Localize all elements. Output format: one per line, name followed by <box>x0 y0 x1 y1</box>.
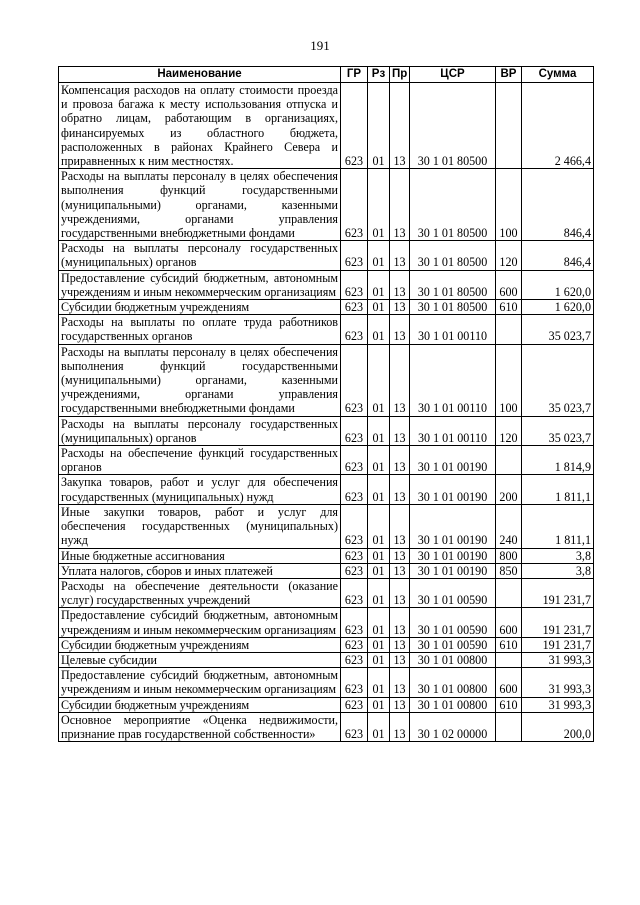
row-gr: 623 <box>341 169 368 241</box>
row-rz: 01 <box>368 668 390 697</box>
row-pr: 13 <box>390 169 410 241</box>
row-rz: 01 <box>368 637 390 652</box>
table-row <box>59 270 594 299</box>
table-row <box>59 712 594 741</box>
row-gr: 623 <box>341 241 368 270</box>
row-sum: 191 231,7 <box>522 608 594 637</box>
row-vr: 200 <box>496 475 522 504</box>
table-row <box>59 697 594 712</box>
row-name: Расходы на обеспечение функций государственных органов <box>59 446 341 475</box>
row-vr: 240 <box>496 504 522 548</box>
row-rz: 01 <box>368 344 390 416</box>
row-name: Предоставление субсидий бюджетным, автономным учреждениям и иным некоммерческим организациям <box>59 608 341 637</box>
table-row <box>59 300 594 315</box>
row-name: Предоставление субсидий бюджетным, автономным учреждениям и иным некоммерческим организациям <box>59 270 341 299</box>
table-row <box>59 344 594 416</box>
row-rz: 01 <box>368 169 390 241</box>
row-csr: 30 1 01 80500 <box>410 300 496 315</box>
row-pr: 13 <box>390 315 410 344</box>
row-csr: 30 1 01 00590 <box>410 637 496 652</box>
row-sum: 31 993,3 <box>522 668 594 697</box>
row-vr <box>496 712 522 741</box>
row-name: Основное мероприятие «Оценка недвижимости, признание прав государственной собственности» <box>59 712 341 741</box>
row-csr: 30 1 01 00800 <box>410 668 496 697</box>
row-vr: 800 <box>496 548 522 563</box>
row-name: Расходы на обеспечение деятельности (оказание услуг) государственных учреждений <box>59 578 341 607</box>
row-csr: 30 1 01 00800 <box>410 697 496 712</box>
column-header-rz: Рз <box>368 67 390 83</box>
row-sum: 1 814,9 <box>522 446 594 475</box>
row-vr: 120 <box>496 241 522 270</box>
row-csr: 30 1 01 80500 <box>410 270 496 299</box>
row-name: Расходы на выплаты персоналу в целях обеспечения выполнения функций государственными (муниципальными) органами, казенными учреждениями, органами управления государственными внебюджетными фондами <box>59 344 341 416</box>
row-sum: 1 620,0 <box>522 270 594 299</box>
row-gr: 623 <box>341 578 368 607</box>
row-sum: 1 811,1 <box>522 475 594 504</box>
column-header-name: Наименование <box>59 67 341 83</box>
row-sum: 1 620,0 <box>522 300 594 315</box>
table-row <box>59 416 594 445</box>
row-sum: 35 023,7 <box>522 315 594 344</box>
row-name: Закупка товаров, работ и услуг для обеспечения государственных (муниципальных) нужд <box>59 475 341 504</box>
row-name: Компенсация расходов на оплату стоимости проезда и провоза багажа к месту использования отпуска и обратно лицам, работающим в организациях, финансируемых из областного бюджета, расположенных в районах Крайнего Севера и приравненных к ним местностях. <box>59 83 341 169</box>
row-rz: 01 <box>368 548 390 563</box>
row-gr: 623 <box>341 697 368 712</box>
row-gr: 623 <box>341 668 368 697</box>
column-header-vr: ВР <box>496 67 522 83</box>
row-name: Субсидии бюджетным учреждениям <box>59 637 341 652</box>
row-name: Иные закупки товаров, работ и услуг для обеспечения государственных (муниципальных) нужд <box>59 504 341 548</box>
row-vr: 600 <box>496 270 522 299</box>
row-gr: 623 <box>341 446 368 475</box>
row-sum: 200,0 <box>522 712 594 741</box>
row-gr: 623 <box>341 712 368 741</box>
row-sum: 31 993,3 <box>522 697 594 712</box>
row-rz: 01 <box>368 578 390 607</box>
row-vr: 610 <box>496 697 522 712</box>
table-row <box>59 241 594 270</box>
row-pr: 13 <box>390 344 410 416</box>
budget-table <box>58 66 594 742</box>
row-pr: 13 <box>390 300 410 315</box>
row-rz: 01 <box>368 712 390 741</box>
row-rz: 01 <box>368 270 390 299</box>
row-csr: 30 1 02 00000 <box>410 712 496 741</box>
row-rz: 01 <box>368 300 390 315</box>
row-vr: 100 <box>496 344 522 416</box>
row-csr: 30 1 01 00190 <box>410 475 496 504</box>
row-name: Расходы на выплаты персоналу в целях обеспечения выполнения функций государственными (муниципальными) органами, казенными учреждениями, органами управления государственными внебюджетными фондами <box>59 169 341 241</box>
row-sum: 191 231,7 <box>522 637 594 652</box>
row-pr: 13 <box>390 504 410 548</box>
row-gr: 623 <box>341 548 368 563</box>
table-row <box>59 169 594 241</box>
row-csr: 30 1 01 00110 <box>410 416 496 445</box>
row-rz: 01 <box>368 563 390 578</box>
row-csr: 30 1 01 00590 <box>410 578 496 607</box>
row-name: Иные бюджетные ассигнования <box>59 548 341 563</box>
row-rz: 01 <box>368 652 390 667</box>
table-row <box>59 668 594 697</box>
row-pr: 13 <box>390 548 410 563</box>
row-vr: 600 <box>496 608 522 637</box>
row-sum: 35 023,7 <box>522 344 594 416</box>
table-row <box>59 652 594 667</box>
row-sum: 846,4 <box>522 241 594 270</box>
row-vr: 600 <box>496 668 522 697</box>
row-sum: 846,4 <box>522 169 594 241</box>
row-gr: 623 <box>341 475 368 504</box>
table-row <box>59 548 594 563</box>
row-vr: 120 <box>496 416 522 445</box>
row-pr: 13 <box>390 83 410 169</box>
row-name: Целевые субсидии <box>59 652 341 667</box>
table-body <box>59 83 594 742</box>
row-vr <box>496 83 522 169</box>
row-vr: 850 <box>496 563 522 578</box>
row-csr: 30 1 01 00190 <box>410 548 496 563</box>
row-pr: 13 <box>390 578 410 607</box>
row-rz: 01 <box>368 446 390 475</box>
row-pr: 13 <box>390 652 410 667</box>
row-vr: 610 <box>496 300 522 315</box>
row-pr: 13 <box>390 697 410 712</box>
row-vr: 610 <box>496 637 522 652</box>
row-name: Расходы на выплаты персоналу государственных (муниципальных) органов <box>59 241 341 270</box>
row-pr: 13 <box>390 563 410 578</box>
row-rz: 01 <box>368 608 390 637</box>
row-vr <box>496 578 522 607</box>
row-sum: 3,8 <box>522 548 594 563</box>
row-vr: 100 <box>496 169 522 241</box>
row-pr: 13 <box>390 637 410 652</box>
column-header-gr: ГР <box>341 67 368 83</box>
table-row <box>59 446 594 475</box>
table-row <box>59 315 594 344</box>
row-gr: 623 <box>341 504 368 548</box>
row-csr: 30 1 01 80500 <box>410 83 496 169</box>
row-name: Субсидии бюджетным учреждениям <box>59 300 341 315</box>
row-name: Уплата налогов, сборов и иных платежей <box>59 563 341 578</box>
row-gr: 623 <box>341 608 368 637</box>
row-pr: 13 <box>390 446 410 475</box>
row-pr: 13 <box>390 475 410 504</box>
table-row <box>59 504 594 548</box>
table-row <box>59 563 594 578</box>
row-rz: 01 <box>368 241 390 270</box>
row-gr: 623 <box>341 344 368 416</box>
column-header-pr: Пр <box>390 67 410 83</box>
row-csr: 30 1 01 00190 <box>410 563 496 578</box>
row-sum: 191 231,7 <box>522 578 594 607</box>
row-sum: 3,8 <box>522 563 594 578</box>
table-row <box>59 578 594 607</box>
row-gr: 623 <box>341 300 368 315</box>
column-header-sum: Сумма <box>522 67 594 83</box>
row-csr: 30 1 01 80500 <box>410 241 496 270</box>
row-rz: 01 <box>368 475 390 504</box>
table-row <box>59 637 594 652</box>
table-row <box>59 608 594 637</box>
row-sum: 2 466,4 <box>522 83 594 169</box>
row-sum: 31 993,3 <box>522 652 594 667</box>
table-row <box>59 83 594 169</box>
row-name: Субсидии бюджетным учреждениям <box>59 697 341 712</box>
row-rz: 01 <box>368 504 390 548</box>
row-gr: 623 <box>341 416 368 445</box>
row-csr: 30 1 01 80500 <box>410 169 496 241</box>
row-csr: 30 1 01 00110 <box>410 315 496 344</box>
row-pr: 13 <box>390 241 410 270</box>
row-gr: 623 <box>341 315 368 344</box>
table-row <box>59 475 594 504</box>
row-csr: 30 1 01 00590 <box>410 608 496 637</box>
row-rz: 01 <box>368 697 390 712</box>
row-gr: 623 <box>341 563 368 578</box>
row-pr: 13 <box>390 668 410 697</box>
row-gr: 623 <box>341 83 368 169</box>
column-header-csr: ЦСР <box>410 67 496 83</box>
row-vr <box>496 652 522 667</box>
row-rz: 01 <box>368 83 390 169</box>
row-name: Расходы на выплаты персоналу государственных (муниципальных) органов <box>59 416 341 445</box>
page-number: 191 <box>310 38 330 53</box>
row-gr: 623 <box>341 637 368 652</box>
row-name: Предоставление субсидий бюджетным, автономным учреждениям и иным некоммерческим организациям <box>59 668 341 697</box>
row-rz: 01 <box>368 416 390 445</box>
row-vr <box>496 446 522 475</box>
row-sum: 1 811,1 <box>522 504 594 548</box>
row-csr: 30 1 01 00190 <box>410 446 496 475</box>
row-name: Расходы на выплаты по оплате труда работников государственных органов <box>59 315 341 344</box>
row-pr: 13 <box>390 608 410 637</box>
row-sum: 35 023,7 <box>522 416 594 445</box>
row-rz: 01 <box>368 315 390 344</box>
table-header-row <box>59 67 594 83</box>
row-pr: 13 <box>390 712 410 741</box>
row-csr: 30 1 01 00190 <box>410 504 496 548</box>
row-gr: 623 <box>341 652 368 667</box>
row-pr: 13 <box>390 416 410 445</box>
row-vr <box>496 315 522 344</box>
row-csr: 30 1 01 00800 <box>410 652 496 667</box>
row-csr: 30 1 01 00110 <box>410 344 496 416</box>
row-gr: 623 <box>341 270 368 299</box>
row-pr: 13 <box>390 270 410 299</box>
